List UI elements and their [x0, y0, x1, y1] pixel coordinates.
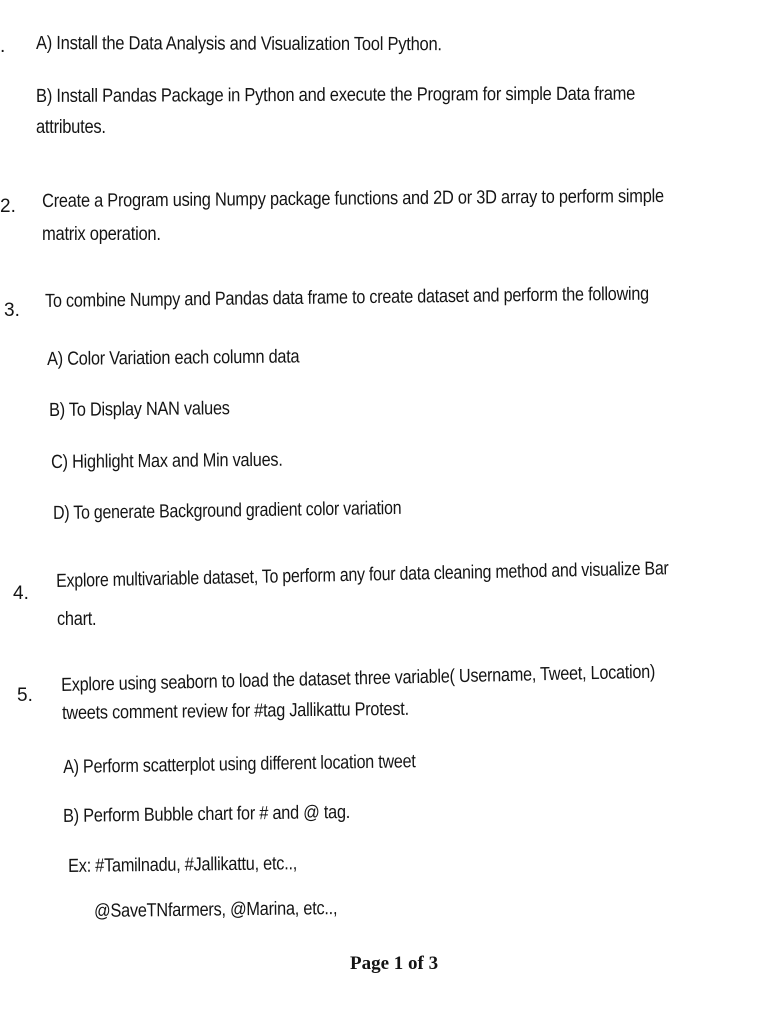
item-5-line-2: tweets comment review for #tag Jallikattu Protest.: [62, 698, 409, 724]
item-5b-text: B) Perform Bubble chart for # and @ tag.: [63, 801, 351, 827]
item-2-line-1: Create a Program using Numpy package functions and 2D or 3D array to perform simple: [42, 185, 664, 212]
page-word: Page: [350, 953, 390, 974]
item-3a-text: A) Color Variation each column data: [47, 346, 300, 370]
item-3d-text: D) To generate Background gradient color variation: [53, 497, 402, 524]
item-1b-line-1: B) Install Pandas Package in Python and execute the Program for simple Data frame: [36, 83, 636, 107]
page-total-number: 3: [428, 953, 439, 974]
item-4-line-1: Explore multivariable dataset, To perform any four data cleaning method and visualize Bar: [56, 558, 669, 592]
item-2-number: 2.: [0, 196, 16, 217]
of-word: of: [408, 953, 424, 974]
item-4-number: 4.: [13, 583, 29, 604]
item-5-line-1: Explore using seaborn to load the dataset three variable( Username, Tweet, Location): [61, 661, 656, 696]
item-1-number: .: [0, 36, 6, 57]
item-3-number: 3.: [4, 300, 20, 321]
example-hashtags-line: Ex: #Tamilnadu, #Jallikattu, etc..,: [68, 853, 298, 877]
item-1a-text: A) Install the Data Analysis and Visualization Tool Python.: [35, 33, 442, 56]
item-5-number: 5.: [17, 685, 33, 706]
item-2-line-2: matrix operation.: [42, 224, 161, 245]
item-5a-text: A) Perform scatterplot using different location tweet: [63, 751, 416, 778]
example-mentions-line: @SaveTNfarmers, @Marina, etc..,: [94, 898, 338, 922]
page-current-number: 1: [393, 953, 404, 974]
item-4-line-2: chart.: [57, 609, 97, 630]
item-1b-line-2: attributes.: [36, 117, 106, 138]
item-3-line-1: To combine Numpy and Pandas data frame to create dataset and perform the following: [45, 283, 650, 312]
item-3b-text: B) To Display NAN values: [49, 398, 230, 421]
item-3c-text: C) Highlight Max and Min values.: [51, 449, 283, 473]
page-footer: [350, 953, 438, 975]
